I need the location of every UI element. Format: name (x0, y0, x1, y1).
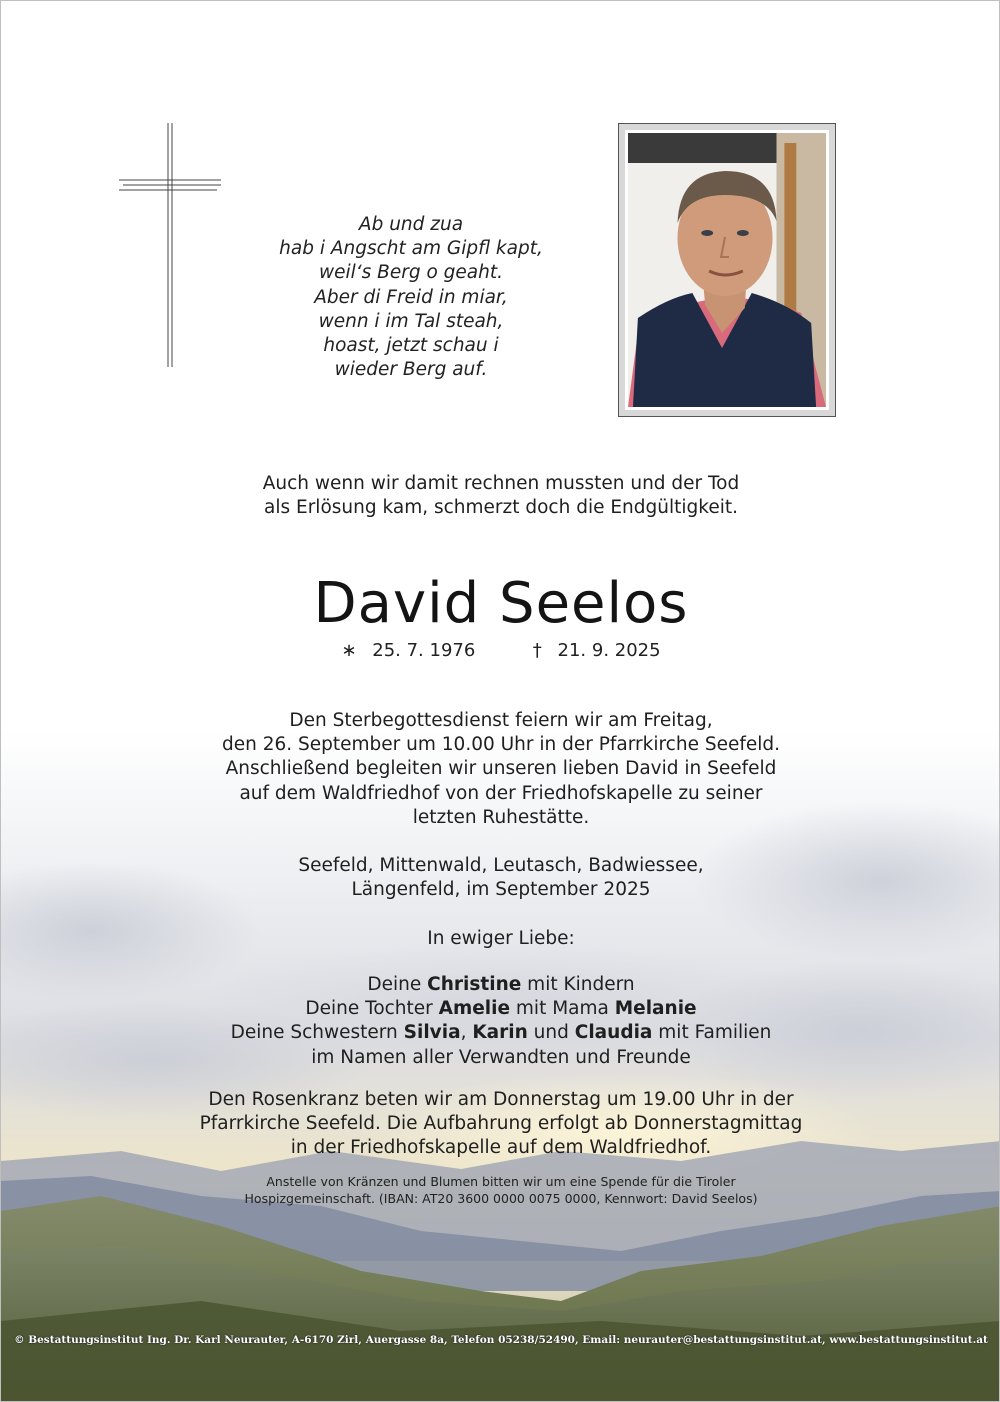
intro-line: Auch wenn wir damit rechnen mussten und der Tod (262, 473, 740, 494)
donation-note (1, 1174, 1000, 1207)
birth-icon: ∗ (341, 640, 357, 661)
intro-text (1, 472, 1000, 520)
poem-line: Ab und zua (358, 214, 464, 235)
death-icon: † (532, 640, 542, 661)
service-line: letzten Ruhestätte. (412, 806, 590, 828)
mourner-name: Amelie (438, 998, 511, 1020)
service-line: den 26. September um 10.00 Uhr in der Pfarrkirche Seefeld. (221, 734, 781, 756)
poem-line: wieder Berg auf. (334, 359, 488, 381)
poem-line: Aber di Freid in miar, (314, 286, 508, 308)
mourner-name: Silvia (403, 1022, 461, 1044)
donation-line: Anstelle von Kränzen und Blumen bitten wir um eine Spende für die Tiroler (266, 1174, 736, 1189)
poem-line: weil‘s Berg o geaht. (318, 262, 503, 284)
mourner-text: mit Familien (652, 1022, 772, 1044)
places-line: Längenfeld, im September 2025 (351, 879, 651, 901)
portrait-photo (625, 130, 829, 410)
intro-line: als Erlösung kam, schmerzt doch die Endgültigkeit. (264, 497, 738, 519)
mourner-text: Deine Schwestern (230, 1022, 404, 1044)
mourner-line (1, 1021, 1000, 1045)
poem-line: hoast, jetzt schau i (323, 335, 499, 357)
mourner-text: und (527, 1022, 575, 1044)
portrait-photo-frame (618, 123, 836, 417)
rosary-line: Den Rosenkranz beten wir am Donnerstag um 19.00 Uhr in der (208, 1089, 794, 1110)
poem-line: hab i Angscht am Gipfl kapt, (279, 238, 543, 260)
deceased-name: David Seelos (313, 571, 689, 636)
birth-date: 25. 7. 1976 (372, 640, 476, 661)
death-date: 21. 9. 2025 (557, 640, 661, 661)
mourner-name: Melanie (614, 998, 697, 1020)
mourner-text: Deine (367, 974, 428, 995)
mourner-text: mit Mama (510, 998, 615, 1020)
funeral-home-footer: © Bestattungsinstitut Ing. Dr. Karl Neurauter, A-6170 Zirl, Auergasse 8a, Telefon 05238/52490, Email: neurauter@bestattungsinstitut.at, www.bestattungsinstitut.at (14, 1334, 988, 1346)
poem-line: wenn i im Tal steah, (318, 310, 504, 332)
mourner-name: Christine (427, 974, 522, 995)
service-line: auf dem Waldfriedhof von der Friedhofskapelle zu seiner (239, 782, 763, 804)
poem (241, 213, 581, 382)
mourner-line (1, 973, 1000, 997)
places-date (1, 854, 1000, 902)
life-dates (1, 639, 1000, 663)
mourner-name: Karin (472, 1022, 528, 1044)
mourner-line (1, 997, 1000, 1021)
mourner-name: Claudia (574, 1022, 653, 1044)
places-line: Seefeld, Mittenwald, Leutasch, Badwiessee, (298, 855, 704, 876)
rosary-info (1, 1088, 1000, 1161)
donation-line: Hospizgemeinschaft. (IBAN: AT20 3600 0000 0075 0000, Kennwort: David Seelos) (244, 1190, 758, 1206)
mourner-text: , (460, 1022, 473, 1044)
service-info (1, 709, 1000, 830)
mourners-list (1, 973, 1000, 1070)
service-line: Anschließend begleiten wir unseren lieben David in Seefeld (225, 758, 777, 780)
mourner-text: mit Kindern (521, 974, 635, 995)
cross-icon (111, 119, 231, 374)
mourner-text: Deine Tochter (305, 998, 439, 1020)
in-love-heading: In ewiger Liebe: (427, 928, 575, 949)
rosary-line: in der Friedhofskapelle auf dem Waldfriedhof. (290, 1137, 712, 1159)
rosary-line: Pfarrkirche Seefeld. Die Aufbahrung erfolgt ab Donnerstagmittag (199, 1113, 803, 1135)
service-line: Den Sterbegottesdienst feiern wir am Freitag, (289, 710, 713, 731)
mourner-line: im Namen aller Verwandten und Freunde (311, 1046, 691, 1068)
